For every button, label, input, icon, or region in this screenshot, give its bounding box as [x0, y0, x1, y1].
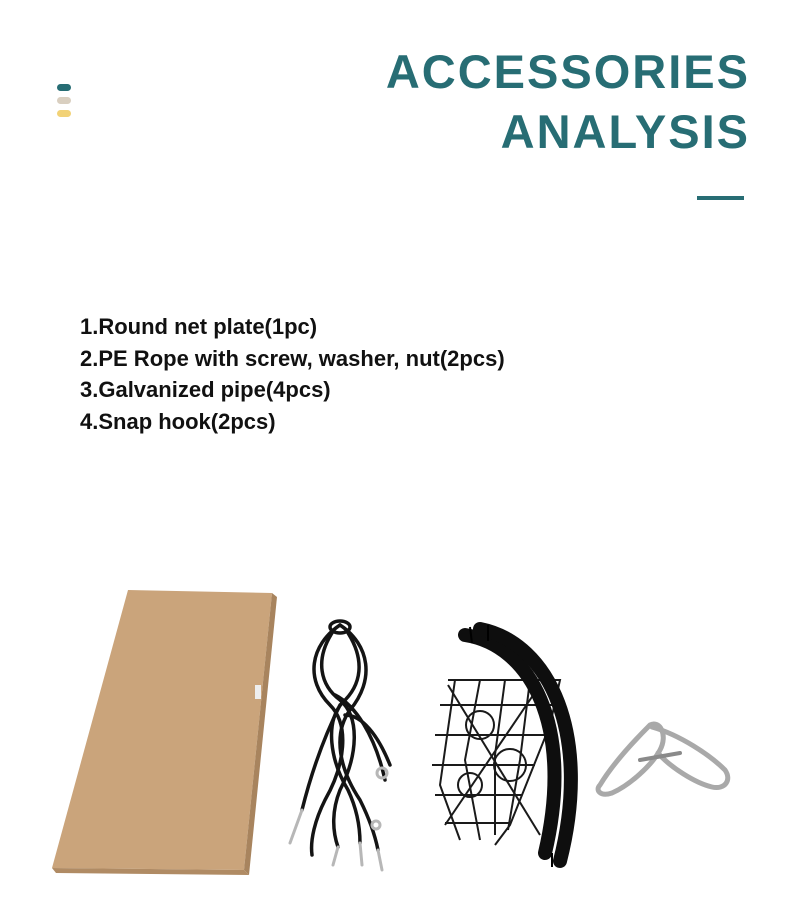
page-title [386, 42, 750, 162]
title-underline [697, 196, 744, 200]
list-item: 2.PE Rope with screw, washer, nut(2pcs) [80, 345, 505, 371]
product-photo [40, 585, 760, 885]
decorative-dots [57, 84, 71, 123]
snap-hook [598, 724, 728, 794]
dot-yellow [57, 110, 71, 117]
title-line-2: ANALYSIS [500, 105, 750, 158]
list-item: 3.Galvanized pipe(4pcs) [80, 377, 331, 402]
title-line-1: ACCESSORIES [385, 45, 750, 98]
rope-hardware [290, 768, 387, 870]
list-item: 4.Snap hook(2pcs) [80, 408, 276, 434]
dot-beige [57, 97, 71, 104]
list-item: 1.Round net plate(1pc) [80, 314, 318, 339]
net-plate [432, 625, 571, 867]
dot-teal [57, 84, 71, 91]
cardboard-box [52, 590, 277, 875]
accessories-list [80, 311, 505, 437]
